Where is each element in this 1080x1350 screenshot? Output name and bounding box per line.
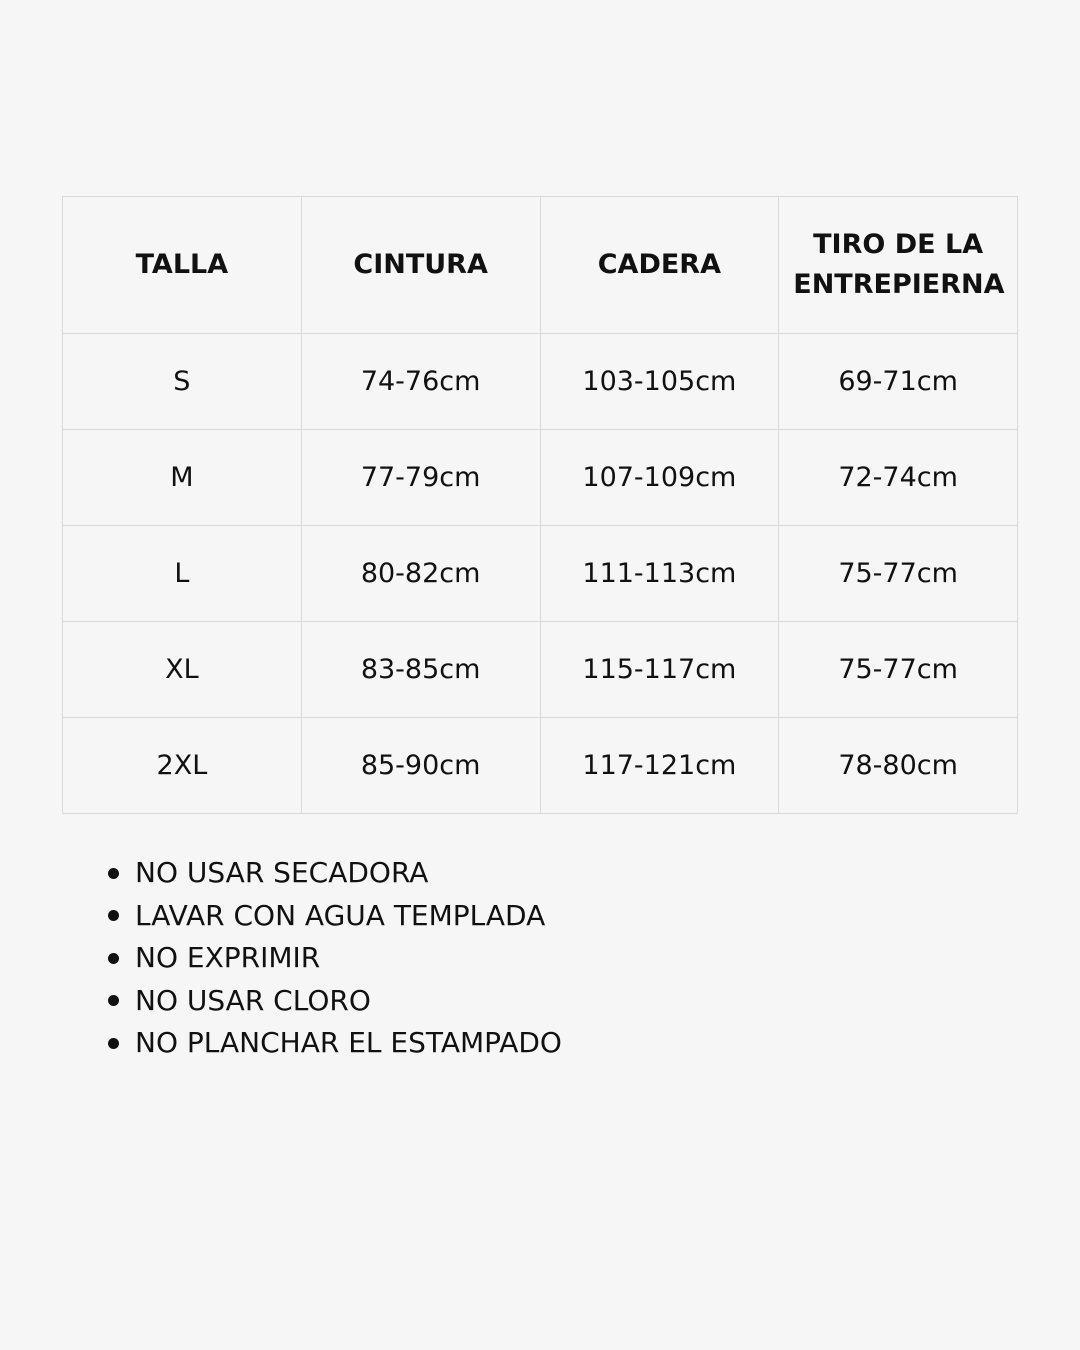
size-chart-table xyxy=(62,196,1018,814)
bullet-icon xyxy=(108,868,119,879)
bullet-icon xyxy=(108,1038,119,1049)
list-item xyxy=(100,852,562,895)
inseam-cell: 75-77cm xyxy=(779,622,1018,718)
waist-cell: 83-85cm xyxy=(301,622,540,718)
care-instructions-list xyxy=(100,852,562,1065)
waist-cell: 85-90cm xyxy=(301,718,540,814)
bullet-icon xyxy=(108,953,119,964)
bullet-icon xyxy=(108,910,119,921)
size-cell: XL xyxy=(63,622,302,718)
inseam-cell: 78-80cm xyxy=(779,718,1018,814)
hip-cell: 111-113cm xyxy=(540,526,779,622)
size-cell: S xyxy=(63,334,302,430)
hip-cell: 103-105cm xyxy=(540,334,779,430)
header-tiro-de-la-entrepierna: TIRO DE LA ENTREPIERNA xyxy=(779,197,1018,334)
hip-cell: 107-109cm xyxy=(540,430,779,526)
care-instruction-text: LAVAR CON AGUA TEMPLADA xyxy=(135,898,546,932)
table-row xyxy=(63,622,1018,718)
care-instruction-text: NO PLANCHAR EL ESTAMPADO xyxy=(135,1026,562,1059)
inseam-cell: 69-71cm xyxy=(779,334,1018,430)
header-cadera: CADERA xyxy=(540,197,779,334)
inseam-cell: 75-77cm xyxy=(779,526,1018,622)
list-item xyxy=(100,980,562,1023)
table-row xyxy=(63,718,1018,814)
care-instruction-text: NO USAR SECADORA xyxy=(135,856,429,889)
list-item xyxy=(100,937,562,980)
bullet-icon xyxy=(108,995,119,1006)
size-cell: L xyxy=(63,526,302,622)
care-instruction-text: NO EXPRIMIR xyxy=(135,941,321,974)
size-cell: M xyxy=(63,430,302,526)
header-talla: TALLA xyxy=(63,197,302,334)
table-row xyxy=(63,526,1018,622)
waist-cell: 77-79cm xyxy=(301,430,540,526)
inseam-cell: 72-74cm xyxy=(779,430,1018,526)
list-item xyxy=(100,1022,562,1065)
table-row xyxy=(63,334,1018,430)
waist-cell: 80-82cm xyxy=(301,526,540,622)
header-cintura: CINTURA xyxy=(301,197,540,334)
size-cell: 2XL xyxy=(63,718,302,814)
size-chart-body xyxy=(63,334,1018,814)
waist-cell: 74-76cm xyxy=(301,334,540,430)
size-chart-header xyxy=(63,197,1018,334)
care-instruction-text: NO USAR CLORO xyxy=(135,983,371,1017)
hip-cell: 115-117cm xyxy=(540,622,779,718)
table-row xyxy=(63,430,1018,526)
list-item xyxy=(100,895,562,938)
header-row xyxy=(63,197,1018,334)
hip-cell: 117-121cm xyxy=(540,718,779,814)
